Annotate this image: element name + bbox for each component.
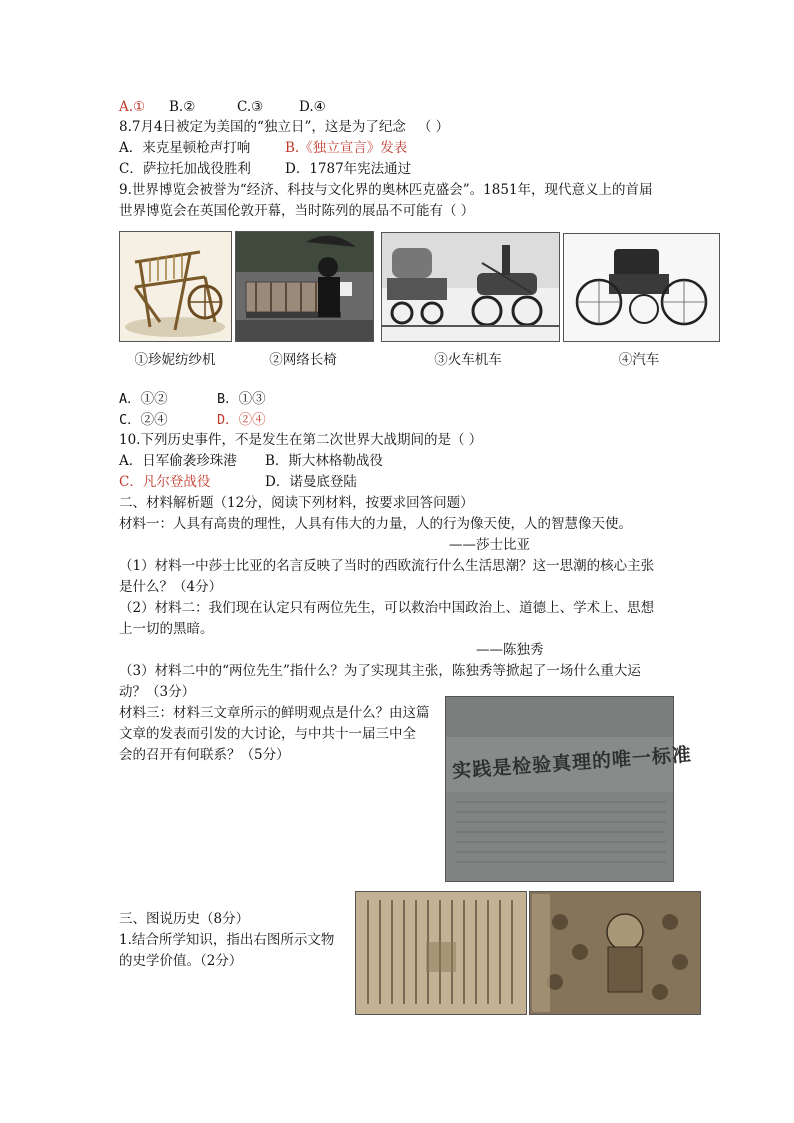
material1-text: 材料一：人具有高贵的理性，人具有伟大的力量，人的行为像天使，人的智慧像天使。 xyxy=(119,516,632,532)
q9-option-b: B．①③ xyxy=(217,391,266,407)
q9-stem-line2: 世界博览会在英国伦敦开幕，当时陈列的展品不可能有（ ） xyxy=(119,203,475,219)
q9-option-d: D．②④ xyxy=(217,412,266,428)
q8-options-row2 xyxy=(119,159,411,179)
q8-blank: （ ） xyxy=(417,119,450,135)
q2-line1: （2）材料二：我们现在认定只有两位先生，可以救治中国政治上、道德上、学术上、思想 xyxy=(119,600,655,616)
q9-option-c: C．②④ xyxy=(119,412,168,428)
q9-option-a: A．①② xyxy=(119,391,168,407)
q3-line2: 动？（3分） xyxy=(119,684,196,700)
q8-option-d: D．1787年宪法通过 xyxy=(285,161,412,177)
q8-stem: 8.7月4日被定为美国的“独立日”，这是为了纪念 xyxy=(119,119,406,135)
q7-option-d: D.④ xyxy=(299,99,326,115)
q10-options-row1 xyxy=(119,451,383,471)
section3-q1-line1: 1.结合所学知识，指出右图所示文物 xyxy=(119,932,335,948)
caption-locomotive: ③火车机车 xyxy=(434,352,502,368)
q10-option-c: C．凡尔登战役 xyxy=(119,474,211,490)
q9-options-row1 xyxy=(119,389,266,409)
locomotive-image xyxy=(381,232,560,342)
material1-source: ——莎士比亚 xyxy=(449,537,530,553)
material3-line3: 会的召开有何联系？（5分） xyxy=(119,747,290,763)
newspaper-headline: 实践是检验真理的唯一标准 xyxy=(451,743,693,783)
q10-option-d: D．诺曼底登陆 xyxy=(265,474,357,490)
q1-line2: 是什么？（4分） xyxy=(119,579,223,595)
q7-option-b: B.② xyxy=(169,99,196,115)
q2-line2: 上一切的黑暗。 xyxy=(119,621,214,637)
section2-heading: 二、材料解析题（12分，阅读下列材料，按要求回答问题） xyxy=(119,495,474,511)
caption-bench: ②网络长椅 xyxy=(269,352,337,368)
caption-automobile: ④汽车 xyxy=(618,352,660,368)
newspaper-image xyxy=(445,696,693,882)
web-bench-image xyxy=(235,231,374,342)
material2-source: ——陈独秀 xyxy=(476,642,544,658)
section3-q1-line2: 的史学价值。（2分） xyxy=(119,953,243,969)
caption-jenny: ①珍妮纺纱机 xyxy=(134,352,216,368)
q10-stem: 10.下列历史事件，不是发生在第二次世界大战期间的是（ ） xyxy=(119,432,483,448)
q9-options-row2 xyxy=(119,410,266,430)
material3-line1: 材料三：材料三文章所示的鲜明观点是什么？由这篇 xyxy=(119,705,430,721)
q1-line1: （1）材料一中莎士比亚的名言反映了当时的西欧流行什么生活思潮？这一思潮的核心主张 xyxy=(119,558,655,574)
section3-heading: 三、图说历史（8分） xyxy=(119,911,250,927)
q7-option-c: C.③ xyxy=(237,99,264,115)
q10-option-b: B．斯大林格勒战役 xyxy=(265,453,383,469)
q8-option-c: C．萨拉托加战役胜利 xyxy=(119,161,251,177)
q8-stem-line xyxy=(119,117,449,137)
q7-options xyxy=(119,97,326,117)
q7-option-a: A.① xyxy=(119,99,146,115)
automobile-image xyxy=(563,233,720,342)
q8-option-b: B.《独立宣言》发表 xyxy=(285,140,408,156)
q3-line1: （3）材料二中的“两位先生”指什么？为了实现其主张，陈独秀等掀起了一场什么重大运 xyxy=(119,663,641,679)
q8-options-row1 xyxy=(119,138,407,158)
sutra-text-image xyxy=(355,891,527,1015)
material3-line2: 文章的发表而引发的大讨论，与中共十一届三中全 xyxy=(119,726,416,742)
sutra-frontispiece-image xyxy=(529,891,701,1015)
q10-option-a: A．日军偷袭珍珠港 xyxy=(119,453,237,469)
spinning-jenny-image xyxy=(119,231,232,342)
q9-stem-line1: 9.世界博览会被誉为“经济、科技与文化界的奥林匹克盛会”。1851年，现代意义上的首届 xyxy=(119,182,653,198)
q8-option-a: A．来克星顿枪声打响 xyxy=(119,140,251,156)
q10-options-row2 xyxy=(119,472,357,492)
